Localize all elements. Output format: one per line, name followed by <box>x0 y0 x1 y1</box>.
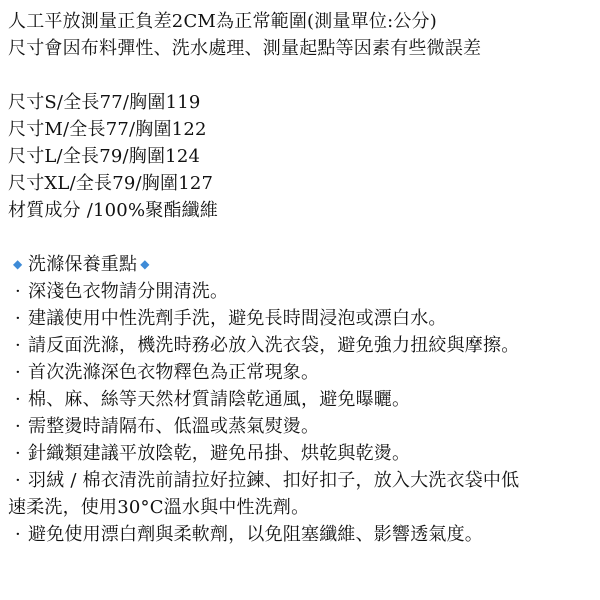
care-item <box>8 440 596 467</box>
material-line: 材質成分 /100%聚酯纖維 <box>8 200 219 221</box>
bullet-mark: · <box>15 416 21 437</box>
care-item <box>8 386 596 413</box>
bullet-mark: · <box>15 335 21 356</box>
care-item-text: 避免使用漂白劑與柔軟劑，以免阻塞纖維、影響透氣度。 <box>28 524 483 545</box>
size-line-l: 尺寸L/全長79/胸圍124 <box>8 146 201 167</box>
intro-line-1: 人工平放測量正負差2CM為正常範圍(測量單位:公分) <box>8 11 437 32</box>
care-item <box>8 332 596 359</box>
size-line-xl: 尺寸XL/全長79/胸圍127 <box>8 173 214 194</box>
size-line-m: 尺寸M/全長77/胸圍122 <box>8 119 207 140</box>
diamond-icon: ◆ <box>140 256 150 271</box>
care-item-text: 請反面洗滌，機洗時務必放入洗衣袋，避免強力扭絞與摩擦。 <box>28 335 520 356</box>
bullet-mark: · <box>15 470 21 491</box>
care-item <box>8 278 596 305</box>
size-line-s: 尺寸S/全長77/胸圍119 <box>8 92 201 113</box>
care-item <box>8 359 596 386</box>
care-item-text: 建議使用中性洗劑手洗，避免長時間浸泡或漂白水。 <box>28 308 447 329</box>
bullet-mark: · <box>15 443 21 464</box>
care-item-text: 羽絨 / 棉衣清洗前請拉好拉鍊、扣好扣子，放入大洗衣袋中低 <box>28 470 520 491</box>
spacer <box>8 62 596 89</box>
care-title-text: 洗滌保養重點 <box>28 254 138 275</box>
document-content <box>8 8 596 548</box>
bullet-mark: · <box>15 362 21 383</box>
bullet-mark: · <box>15 281 21 302</box>
care-item-text: 深淺色衣物請分開清洗。 <box>28 281 229 302</box>
intro-line-2: 尺寸會因布料彈性、洗水處理、測量起點等因素有些微誤差 <box>8 38 482 59</box>
care-item <box>8 521 596 548</box>
spacer <box>8 224 596 251</box>
diamond-icon: ◆ <box>13 256 23 271</box>
care-item-text: 需整燙時請隔布、低溫或蒸氣熨燙。 <box>28 416 320 437</box>
care-item-continuation: 速柔洗，使用30°C溫水與中性洗劑。 <box>8 497 310 518</box>
care-item <box>8 305 596 332</box>
care-item <box>8 467 596 494</box>
care-item <box>8 413 596 440</box>
care-item-text: 針織類建議平放陰乾，避免吊掛、烘乾與乾燙。 <box>28 443 411 464</box>
care-section-title <box>10 251 596 278</box>
care-item-text: 棉、麻、絲等天然材質請陰乾通風，避免曝曬。 <box>28 389 411 410</box>
bullet-mark: · <box>15 524 21 545</box>
bullet-mark: · <box>15 389 21 410</box>
bullet-mark: · <box>15 308 21 329</box>
care-item-text: 首次洗滌深色衣物釋色為正常現象。 <box>28 362 320 383</box>
